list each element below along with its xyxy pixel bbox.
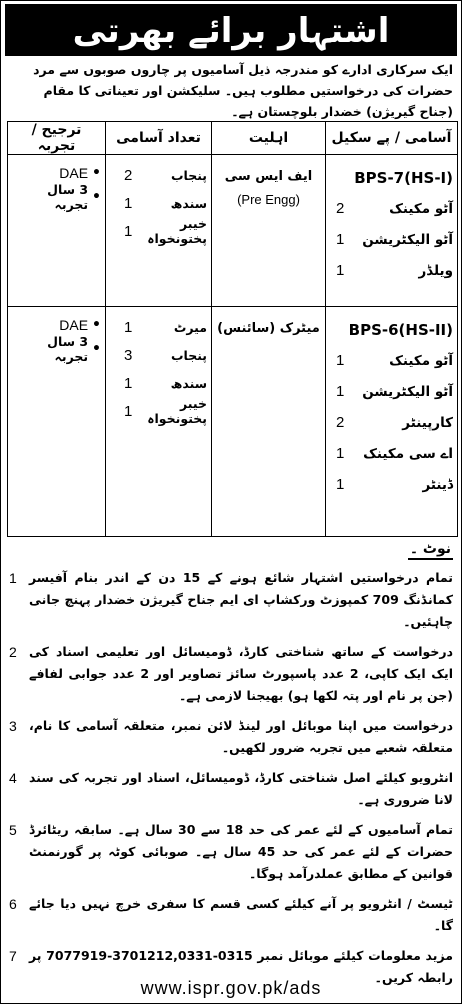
table-row bbox=[8, 155, 458, 307]
preference-experience-text: 3 سال تجربہ bbox=[47, 182, 89, 212]
province-posts: 3 bbox=[124, 346, 133, 364]
province-name: سندھ bbox=[170, 195, 207, 211]
post-cell bbox=[326, 155, 458, 307]
note-number: 7 bbox=[9, 948, 17, 964]
qualification-sub: (Pre Engg) bbox=[237, 192, 300, 207]
province-name: پنجاب bbox=[170, 347, 207, 363]
post-count: 1 bbox=[336, 476, 345, 493]
province-count bbox=[110, 369, 207, 397]
bullet-icon: • bbox=[92, 341, 101, 357]
post-item bbox=[330, 438, 453, 469]
note-number: 4 bbox=[9, 770, 17, 786]
qualification: میٹرک (سائنس) bbox=[217, 321, 320, 336]
pay-scale: BPS-7(HS-I) bbox=[354, 169, 453, 187]
note-number: 5 bbox=[9, 822, 17, 838]
post-name: آٹو مکینک bbox=[389, 352, 453, 369]
province-posts: 1 bbox=[124, 194, 133, 212]
post-count: 2 bbox=[336, 200, 345, 217]
post-count: 1 bbox=[336, 383, 345, 400]
province-count bbox=[110, 341, 207, 369]
table-header-row bbox=[8, 122, 458, 155]
post-name: آٹو الیکٹریشن bbox=[362, 383, 453, 400]
note-text: تمام درخواستیں اشتہار شائع ہونے کے 15 دن کے اندر بنام آفیسر کمانڈنگ 709 کمپوزٹ ورکشاپ ای ایم جناح گیریژن خضدار پہنچ جانی چاہئیں۔ bbox=[29, 570, 453, 629]
preference-cell bbox=[8, 155, 106, 307]
post-count: 1 bbox=[336, 262, 345, 279]
intro-text bbox=[9, 59, 453, 122]
footer-url[interactable]: www.ispr.gov.pk/ads bbox=[140, 978, 322, 998]
note-number: 1 bbox=[9, 570, 17, 586]
header-preference: ترجیح / تجربہ bbox=[8, 122, 106, 155]
post-item bbox=[330, 376, 453, 407]
post-name: آٹو مکینک bbox=[389, 200, 453, 217]
intro-line: ایک سرکاری ادارے کو مندرجہ ذیل آسامیوں پر چاروں صوبوں سے مرد حضرات کی درخواستیں مطلوب ہیں۔ سلیکشن اور تعیناتی کا مقام (جناح گیریژن) خضدار بلوچستان ہے۔ bbox=[33, 62, 453, 119]
note-text: درخواست کے ساتھ شناختی کارڈ، ڈومیسائل اور تعلیمی اسناد کی ایک ایک کاپی، 2 عدد پاسپورٹ سائز تصاویر اور 2 عدد جوابی لفافے (جن پر نام اور پتہ لکھا ہو) بھیجنا لازمی ہے۔ bbox=[29, 644, 454, 703]
note-text: مزید معلومات کیلئے موبائل نمبر 0315-3701212,0331-7077919 پر رابطہ کریں۔ bbox=[29, 948, 453, 985]
note-text: تمام آسامیوں کے لئے عمر کی حد 18 سے 30 سال ہے۔ سابقہ ریٹائرڈ حضرات کے لئے عمر کی حد 45 سال ہے۔ صوبائی کوٹہ پر گورنمنٹ قوانین کے مطابق عملدرآمد ہوگا۔ bbox=[29, 822, 453, 881]
preference-experience bbox=[12, 182, 101, 212]
note-item bbox=[9, 641, 453, 707]
bullet-icon: • bbox=[92, 317, 101, 333]
bullet-icon: • bbox=[92, 165, 101, 181]
note-item bbox=[9, 893, 453, 937]
count-cell bbox=[106, 155, 212, 307]
province-count bbox=[110, 397, 207, 425]
header-post: آسامی / پے سکیل bbox=[326, 122, 458, 155]
header-count: تعداد آسامی bbox=[106, 122, 212, 155]
post-name: کارپینٹر bbox=[402, 414, 453, 431]
note-text: درخواست میں اپنا موبائل اور لینڈ لائن نمبر، متعلقہ آسامی کا نام، متعلقہ شعبے میں تجربہ ضرور لکھیں۔ bbox=[29, 718, 453, 755]
preference-experience bbox=[12, 334, 101, 364]
note-text: انٹرویو کیلئے اصل شناختی کارڈ، ڈومیسائل، اسناد اور تجربہ کی سند لانا ضروری ہے۔ bbox=[29, 770, 453, 807]
province-posts: 1 bbox=[124, 318, 133, 336]
post-name: آٹو الیکٹریشن bbox=[362, 231, 453, 248]
post-name: ویلڈر bbox=[418, 262, 453, 279]
post-item bbox=[330, 345, 453, 376]
post-cell bbox=[326, 307, 458, 537]
post-item bbox=[330, 469, 453, 500]
table-row bbox=[8, 307, 458, 537]
post-item bbox=[330, 255, 453, 286]
province-posts: 2 bbox=[124, 166, 133, 184]
post-item bbox=[330, 407, 453, 438]
province-name: خیبر پختونخواہ bbox=[147, 216, 207, 246]
post-count: 2 bbox=[336, 414, 345, 431]
note-text: ٹیسٹ / انٹرویو پر آنے کیلئے کسی قسم کا سفری خرچ نہیں دیا جائے گا۔ bbox=[29, 896, 453, 933]
note-number: 6 bbox=[9, 896, 17, 912]
post-name: ڈینٹر bbox=[422, 476, 453, 493]
preference-experience-text: 3 سال تجربہ bbox=[47, 334, 89, 364]
province-posts: 1 bbox=[124, 222, 133, 240]
note-number: 2 bbox=[9, 644, 17, 660]
note-item bbox=[9, 767, 453, 811]
note-number: 3 bbox=[9, 718, 17, 734]
note-item bbox=[9, 567, 453, 633]
post-name: اے سی مکینک bbox=[363, 445, 453, 462]
preference-cell bbox=[8, 307, 106, 537]
post-item bbox=[330, 193, 453, 224]
header-qualification: اہلیت bbox=[212, 122, 326, 155]
bullet-icon: • bbox=[92, 189, 101, 205]
preference-dae-text: DAE bbox=[59, 165, 89, 181]
post-count: 1 bbox=[336, 445, 345, 462]
pay-scale: BPS-6(HS-II) bbox=[348, 321, 453, 339]
count-cell bbox=[106, 307, 212, 537]
qualification-cell bbox=[212, 155, 326, 307]
province-count bbox=[110, 161, 207, 189]
province-posts: 1 bbox=[124, 402, 133, 420]
qualification: ایف ایس سی bbox=[224, 169, 313, 184]
qualification-cell bbox=[212, 307, 326, 537]
province-count bbox=[110, 217, 207, 245]
province-name: میرٹ bbox=[173, 319, 207, 335]
post-count: 1 bbox=[336, 231, 345, 248]
preference-dae-text: DAE bbox=[59, 317, 89, 333]
province-name: پنجاب bbox=[170, 167, 207, 183]
province-posts: 1 bbox=[124, 374, 133, 392]
banner-title: اشتہار برائے بھرتی bbox=[5, 4, 457, 56]
notes-list bbox=[9, 567, 453, 997]
post-item bbox=[330, 224, 453, 255]
note-item bbox=[9, 819, 453, 885]
province-count bbox=[110, 189, 207, 217]
province-count bbox=[110, 313, 207, 341]
province-name: خیبر پختونخواہ bbox=[147, 396, 207, 426]
posts-table bbox=[7, 121, 458, 537]
notes-heading: نوٹ ۔ bbox=[408, 541, 453, 560]
province-name: سندھ bbox=[170, 375, 207, 391]
note-item bbox=[9, 715, 453, 759]
post-count: 1 bbox=[336, 352, 345, 369]
